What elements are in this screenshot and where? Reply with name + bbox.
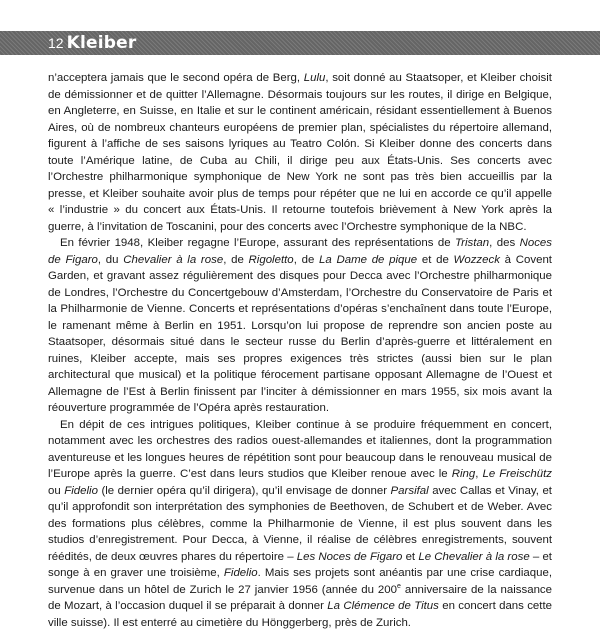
text-run: . Mais ses projets sont anéantis par une crise cardiaque, survenue dans un hôtel de Zurich le 27 janvier 1956 (année du 200 <box>48 567 552 596</box>
text-run: et <box>402 551 418 563</box>
text-run: – et songe à en graver une troisième, <box>48 551 552 580</box>
text-run: , soit donné au Staatsoper, et Kleiber choisit de démissionner et de quitter l’Allemagne. Désormais toujours sur les routes, il dirige en Belgique, en Angleterre, en Suisse, en Italie et sur le continent américain, résidant essentiellement à Buenos Aires, où de nombreux chanteurs européens de premier plan, spécialistes du répertoire allemand, figurent à l’affiche de ses saisons lyriques au Teatro Colón. Si Kleiber donne des concerts dans toute l’Amérique latine, de Cuba au Chili, il dirige peu aux États-Unis. Ses concerts avec l’Orchestre philharmonique symphonique de New York ne sont pas très bien accueillis par la presse, et Kleiber souhaite avoir plus de temps pour répéter que ne lui en accorde ce qu’il appelle « l’industrie » du concert aux États-Unis. Il retourne toutefois brièvement à New York après la guerre, à l’invitation de Toscanini, pour des concerts avec l’Orchestre symphonique de la NBC. <box>48 72 552 233</box>
text-run: à Covent Garden, et gravant assez régulièrement des disques pour Decca avec l’Orchestre philharmonique de Londres, l’Orchestre du Concertgebouw d’Amsterdam, l’Orchestre du Conservatoire de Paris et la Philharmonie de Vienne. Concerts et représentations d’opéras s’enchaînent dans toute l’Europe, le ramenant même à Berlin en 1951. Lorsqu’on lui propose de reprendre son ancien poste au Staatsoper, désormais situé dans le secteur russe du Berlin d’après-guerre et littéralement en ruines, Kleiber accepte, mais ses propres exigences très strictes (aussi bien sur le plan architectural que musical) et la politique férocement partisane opposant Allemagne de l’Ouest et Allemagne de l’Est à Berlin finissent par l’inciter à démissionner en mars 1955, six mois avant la réouverture programmée de l’Opéra après restauration. <box>48 254 552 415</box>
text-run: et de <box>417 254 453 266</box>
text-run: ou <box>48 485 64 497</box>
superscript-text: e <box>397 583 401 590</box>
text-run: en concert dans cette ville suisse). Il est enterré au cimetière du Hönggerberg, près de Zurich. <box>48 600 552 629</box>
text-run: , de <box>294 254 319 266</box>
italic-title: La Dame de pique <box>319 254 417 266</box>
text-run: n’acceptera jamais que le second opéra de Berg, <box>48 72 304 84</box>
italic-title: Les Noces de Figaro <box>297 551 403 563</box>
text-run: , de <box>223 254 248 266</box>
body-text <box>48 70 552 631</box>
page-number: 12 <box>48 35 64 51</box>
text-run: , du <box>98 254 123 266</box>
page-header <box>0 31 600 55</box>
body-paragraph <box>48 417 552 631</box>
page-title: Kleiber <box>67 33 137 53</box>
italic-title: Lulu <box>304 72 326 84</box>
italic-title: Fidelio <box>224 567 258 579</box>
text-run: En février 1948, Kleiber regagne l’Europe, assurant des représentations de <box>60 237 455 249</box>
italic-title: Noces de Figaro <box>48 237 552 266</box>
italic-title: Tristan <box>455 237 489 249</box>
text-run: avec Callas et Vinay, et qu’il approfondit son interprétation des symphonies de Beethoven, de Schubert et de Weber. Avec des formations plus célèbres, comme la Philharmonie de Vienne, il est plus souvent dans les studios d’enregistrement. Pour Decca, à Vienne, il réalise de célèbres enregistrements, souvent réédités, de deux œuvres phares du répertoire – <box>48 485 552 563</box>
body-paragraph <box>48 70 552 235</box>
italic-title: Ring <box>452 468 476 480</box>
body-paragraph <box>48 235 552 417</box>
italic-title: Parsifal <box>391 485 429 497</box>
text-run: (le dernier opéra qu’il dirigera), qu’il envisage de donner <box>98 485 391 497</box>
italic-title: Chevalier à la rose <box>123 254 223 266</box>
italic-title: Wozzeck <box>454 254 500 266</box>
text-run: , des <box>489 237 519 249</box>
italic-title: Rigoletto <box>249 254 294 266</box>
italic-title: Le Chevalier à la rose <box>418 551 529 563</box>
text-run: anniversaire de la naissance de Mozart, à l’occasion duquel il se préparait à donner <box>48 584 552 613</box>
italic-title: Le Freischütz <box>482 468 552 480</box>
italic-title: Fidelio <box>64 485 98 497</box>
italic-title: La Clémence de Titus <box>327 600 439 612</box>
text-run: En dépit de ces intrigues politiques, Kleiber continue à se produire fréquemment en concert, notamment avec les orchestres des radios ouest-allemandes et italiennes, dont la programmation aventureuse et les longues heures de répétition sont pour beaucoup dans le renouveau musical de l’Europe après la guerre. C’est dans leurs studios que Kleiber renoue avec le <box>48 419 552 481</box>
text-run: , <box>475 468 482 480</box>
